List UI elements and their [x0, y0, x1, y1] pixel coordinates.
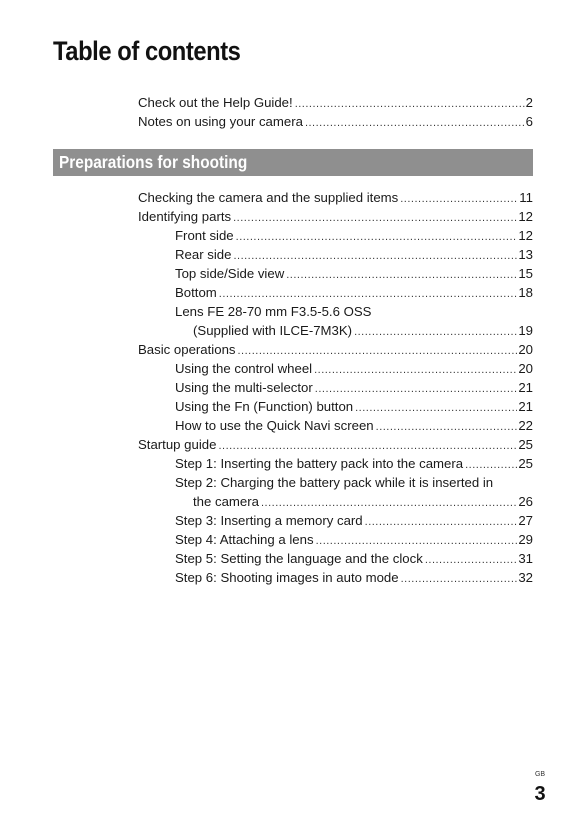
- dot-leader: [354, 323, 517, 342]
- toc-entry-title: Using the Fn (Function) button: [175, 399, 354, 414]
- toc-entry[interactable]: [138, 226, 533, 245]
- toc-entry[interactable]: [138, 245, 533, 264]
- toc-entry[interactable]: [138, 568, 533, 587]
- dot-leader: [295, 95, 525, 114]
- dot-leader: [401, 570, 518, 589]
- toc-entry-page: 29: [518, 532, 533, 547]
- toc-entry-title: Lens FE 28-70 mm F3.5-5.6 OSS: [175, 304, 372, 319]
- dot-leader: [376, 418, 518, 437]
- section-banner: [53, 149, 533, 176]
- toc-entry-title: Startup guide: [138, 437, 217, 452]
- dot-leader: [286, 266, 517, 285]
- toc-entry-page: 6: [525, 114, 533, 129]
- toc-entry-title: Step 4: Attaching a lens: [175, 532, 314, 547]
- toc-entry-title: Bottom: [175, 285, 217, 300]
- toc-entry-title: Step 2: Charging the battery pack while it is inserted in: [175, 475, 494, 490]
- toc-intro-list: [138, 93, 533, 131]
- toc-entry-title: Checking the camera and the supplied items: [138, 190, 399, 205]
- toc-entry-page: 13: [518, 247, 533, 262]
- toc-entry-page: 15: [518, 266, 533, 281]
- dot-leader: [236, 228, 518, 247]
- toc-entry[interactable]: [138, 359, 533, 378]
- page-number: 3: [534, 783, 546, 805]
- toc-entry[interactable]: [138, 511, 533, 530]
- toc-entry-title: the camera: [193, 494, 259, 509]
- toc-entry[interactable]: [138, 435, 533, 454]
- toc-entry-page: 20: [518, 361, 533, 376]
- toc-entry-page: 18: [518, 285, 533, 300]
- dot-leader: [425, 551, 518, 570]
- dot-leader: [314, 361, 517, 380]
- toc-entry-page: 25: [518, 437, 533, 452]
- toc-entry-page: 27: [518, 513, 533, 528]
- toc-entry-page: 21: [518, 399, 533, 414]
- toc-entry[interactable]: [138, 416, 533, 435]
- toc-entry-title: Step 3: Inserting a memory card: [175, 513, 363, 528]
- dot-leader: [233, 209, 517, 228]
- toc-entry-title: How to use the Quick Navi screen: [175, 418, 374, 433]
- toc-entry[interactable]: [138, 454, 533, 473]
- toc-entry-list: [138, 188, 533, 587]
- toc-entry[interactable]: [138, 264, 533, 283]
- toc-entry-title: Using the multi-selector: [175, 380, 313, 395]
- toc-entry-page: 20: [518, 342, 533, 357]
- toc-entry[interactable]: [138, 473, 533, 492]
- toc-entry-page: 2: [525, 95, 533, 110]
- toc-entry-title: Step 5: Setting the language and the clock: [175, 551, 423, 566]
- toc-entry[interactable]: [138, 530, 533, 549]
- toc-entry[interactable]: [138, 340, 533, 359]
- section-title: Preparations for shooting: [59, 152, 248, 172]
- toc-entry-title: Basic operations: [138, 342, 236, 357]
- dot-leader: [355, 399, 517, 418]
- toc-entry[interactable]: [138, 302, 533, 321]
- toc-entry[interactable]: [138, 93, 533, 112]
- toc-entry-title: Front side: [175, 228, 234, 243]
- toc-entry-title: Step 1: Inserting the battery pack into the camera: [175, 456, 464, 471]
- toc-entry[interactable]: [138, 188, 533, 207]
- toc-entry-title: Using the control wheel: [175, 361, 313, 376]
- dot-leader: [365, 513, 518, 532]
- toc-entry[interactable]: [138, 549, 533, 568]
- dot-leader: [400, 190, 518, 209]
- page-title: Table of contents: [53, 36, 241, 66]
- toc-entry-page: 12: [518, 228, 533, 243]
- toc-entry-title: (Supplied with ILCE-7M3K): [193, 323, 353, 338]
- toc-entry[interactable]: [138, 283, 533, 302]
- toc-entry-page: 12: [518, 209, 533, 224]
- toc-entry[interactable]: [138, 207, 533, 226]
- dot-leader: [305, 114, 525, 133]
- region-code: GB: [534, 771, 546, 778]
- toc-entry[interactable]: [138, 321, 533, 340]
- toc-entry-title: Step 6: Shooting images in auto mode: [175, 570, 399, 585]
- toc-entry[interactable]: [138, 112, 533, 131]
- toc-entry-title: Notes on using your camera: [138, 114, 303, 129]
- toc-entry[interactable]: [138, 397, 533, 416]
- toc-entry-page: 25: [518, 456, 533, 471]
- toc-entry-title: Rear side: [175, 247, 232, 262]
- toc-entry-page: 26: [518, 494, 533, 509]
- toc-entry-page: 31: [518, 551, 533, 566]
- toc-entry-page: 22: [518, 418, 533, 433]
- toc-entry-title: Check out the Help Guide!: [138, 95, 293, 110]
- toc-entry-title: Identifying parts: [138, 209, 232, 224]
- toc-entry-page: 11: [519, 190, 533, 205]
- toc-entry[interactable]: [138, 492, 533, 511]
- toc-entry-page: 32: [518, 570, 533, 585]
- toc-entry-page: 19: [518, 323, 533, 338]
- toc-entry[interactable]: [138, 378, 533, 397]
- toc-entry-page: 21: [518, 380, 533, 395]
- toc-entry-title: Top side/Side view: [175, 266, 285, 281]
